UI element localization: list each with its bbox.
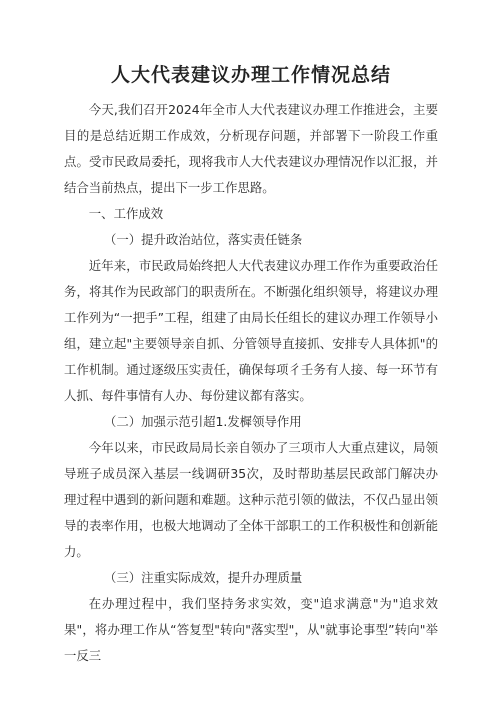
body-paragraph: 在办理过程中，我们坚持务求实效，变"追求满意"为"追求效果"，将办理工作从“答复型"转向"落实型"，从"就事论事型”转向"举一反三 <box>64 596 438 663</box>
intro-paragraph: 今天,我们召开2024年全市人大代表建议办理工作推进会，主要目的是总结近期工作成效，分析现存问题，并部署下一阶段工作重点。受市民政局委托，现将我市人大代表建议办理情况作以汇报，并结合当前热点，提出下一步工作思路。 <box>64 102 438 195</box>
section-heading: 一、工作成效 <box>88 206 164 221</box>
subsection-heading: （三）注重实际成效，提升办理质量 <box>104 570 303 585</box>
body-paragraph: 今年以来，市民政局局长亲自领办了三项市人大重点建议，局领导班子成员深入基层一线调研35次，及时帮助基层民政部门解决办理过程中遇到的新问题和难题。这种示范引领的做法，不仅凸显出领导的表率作用，也极大地调动了全体干部职工的工作积极性和创新能力。 <box>64 440 438 559</box>
subsection-heading: （二）加强示范引超1.发樨领导作用 <box>104 414 302 429</box>
subsection-heading: （一）提升政治站位，落实责任链条 <box>104 232 303 247</box>
document-title: 人大代表建议办理工作情况总结 <box>110 64 391 86</box>
body-paragraph: 近年来，市民政局始终把人大代表建议办理工作作为重要政治任务，将其作为民政部门的职责所在。不断强化组织领导，将建议办理工作列为“一把手”工程，组建了由局长任组长的建议办理工作领导小组，建立起"主要领导亲自抓、分管领导直接抓、安排专人具体抓"的工作机制。通过逐级压实责任，确保每项彳壬务有人接、每一环节有人抓、每件事情有人办、每份建议都有落实。 <box>64 258 438 403</box>
